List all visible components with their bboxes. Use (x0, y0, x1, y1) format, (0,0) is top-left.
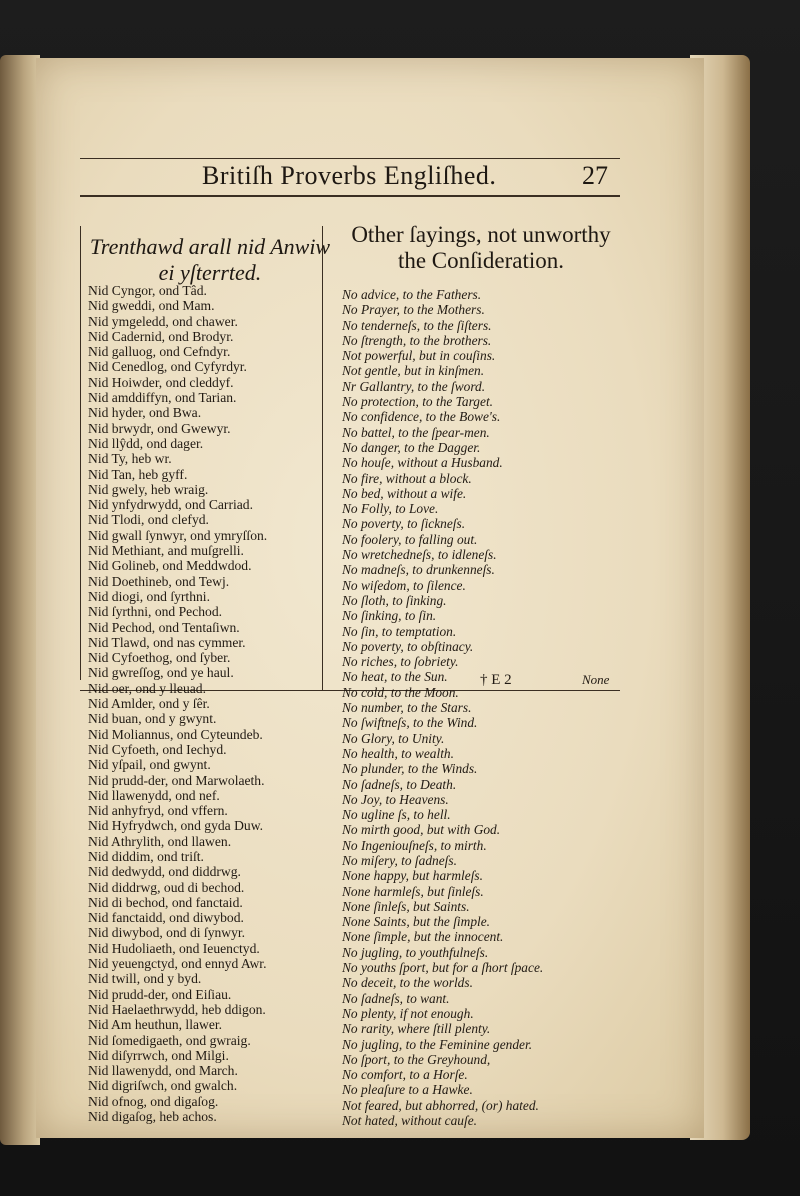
welsh-proverb: Nid Amlder, ond y ſêr. (88, 696, 210, 712)
welsh-proverb: Nid gweddi, ond Mam. (88, 298, 215, 314)
english-proverb: No mirth good, but with God. (342, 822, 501, 838)
english-proverb: None ſimple, but the innocent. (342, 929, 504, 945)
welsh-proverb: Nid di bechod, ond fanctaid. (88, 894, 243, 910)
english-proverb: No plunder, to the Winds. (342, 761, 478, 777)
english-proverb: No miſery, to ſadneſs. (342, 852, 457, 868)
welsh-proverb: Nid Tlodi, ond clefyd. (88, 512, 209, 528)
welsh-column-heading: Trenthawd arall nid Anwiw ei yſterrted. (89, 234, 331, 285)
welsh-proverb: Nid Methiant, and muſgrelli. (88, 543, 244, 559)
left-column-rule (80, 226, 81, 680)
welsh-proverb: Nid digriſwch, ond gwalch. (88, 1078, 238, 1094)
english-proverb: No ſwiftneſs, to the Wind. (342, 715, 478, 731)
english-column-heading: Other ſayings, not unworthy the Conſideration. (351, 222, 611, 273)
center-column-rule (322, 226, 323, 691)
english-proverb: Not gentle, but in kinſmen. (342, 363, 485, 379)
welsh-proverb: Nid prudd-der, ond Eiſiau. (88, 986, 232, 1002)
english-proverb: No ſport, to the Greyhound, (342, 1051, 491, 1067)
welsh-proverb: Nid buan, ond y gwynt. (88, 711, 217, 727)
welsh-proverb: Nid diwybod, ond di ſynwyr. (88, 925, 246, 941)
welsh-proverb: Nid diddrwg, oud di bechod. (88, 879, 245, 895)
english-proverb: No Ingeniouſneſs, to mirth. (342, 837, 487, 853)
english-proverb: No jugling, to youthfulneſs. (342, 944, 489, 960)
welsh-proverb: Nid diddim, ond triſt. (88, 848, 204, 864)
welsh-proverb: Nid Hoiwder, ond cleddyf. (88, 374, 234, 390)
welsh-proverb: Nid Cenedlog, ond Cyfyrdyr. (88, 359, 247, 375)
english-proverb: No rarity, where ſtill plenty. (342, 1021, 491, 1037)
english-proverb: No Folly, to Love. (342, 501, 439, 517)
english-proverb: No houſe, without a Husband. (342, 455, 503, 471)
english-proverb: Nr Gallantry, to the ſword. (342, 378, 486, 394)
english-proverb: No ugline ſs, to hell. (342, 807, 451, 823)
welsh-proverb: Nid Tan, heb gyff. (88, 466, 188, 482)
english-proverb: No advice, to the Fathers. (342, 287, 482, 302)
welsh-proverb: Nid Pechod, ond Tentaſiwn. (88, 619, 240, 635)
english-proverb: None harmleſs, but ſinleſs. (342, 883, 484, 899)
welsh-proverb: Nid ynfydrwydd, ond Carriad. (88, 497, 253, 513)
welsh-proverb: Nid yeuengctyd, ond ennyd Awr. (88, 956, 267, 972)
english-proverb: No youths ſport, but for a ſhort ſpace. (342, 960, 544, 976)
english-proverb: No deceit, to the worlds. (342, 975, 473, 991)
welsh-proverb: Nid Golineb, ond Meddwdod. (88, 558, 252, 574)
running-header (80, 158, 620, 197)
english-proverb: No jugling, to the Feminine gender. (342, 1036, 533, 1052)
welsh-proverb: Nid ofnog, ond digaſog. (88, 1093, 219, 1109)
welsh-proverb: Nid prudd-der, ond Marwolaeth. (88, 772, 265, 788)
english-proverb: No Joy, to Heavens. (342, 791, 449, 807)
page-number: 27 (582, 161, 608, 190)
page-title: Britiſh Proverbs Engliſhed. (202, 161, 497, 190)
welsh-proverb: Nid gwely, heb wraig. (88, 481, 209, 497)
english-proverb: No Prayer, to the Mothers. (342, 302, 485, 318)
english-proverb: None Saints, but the ſimple. (342, 914, 491, 930)
welsh-proverb-list (88, 283, 320, 1124)
english-proverb: No cold, to the Moon. (342, 684, 459, 700)
welsh-proverb: Nid diogi, ond ſyrthni. (88, 588, 210, 604)
english-proverb: No health, to wealth. (342, 745, 454, 761)
welsh-proverb: Nid oer, ond y lleuad. (88, 680, 206, 696)
english-proverb: No ſin, to temptation. (342, 623, 457, 639)
welsh-proverb: Nid Hudoliaeth, ond Ieuenctyd. (88, 940, 260, 956)
welsh-proverb: Nid anhyfryd, ond vffern. (88, 803, 228, 819)
welsh-proverb: Nid twill, ond y byd. (88, 971, 202, 987)
welsh-proverb: Nid Moliannus, ond Cyteundeb. (88, 726, 263, 742)
welsh-proverb: Nid Athrylith, ond llawen. (88, 833, 232, 849)
english-proverb: No bed, without a wife. (342, 485, 467, 501)
welsh-proverb: Nid gwall ſynwyr, ond ymryſſon. (88, 527, 268, 543)
english-proverb: No pleaſure to a Hawke. (342, 1082, 473, 1098)
welsh-proverb: Nid yſpail, ond gwynt. (88, 757, 211, 773)
book-left-edge (0, 55, 40, 1145)
english-proverb: No madneſs, to drunkenneſs. (342, 562, 495, 578)
welsh-proverb: Nid Hyfrydwch, ond gyda Duw. (88, 818, 264, 834)
english-proverb: No battel, to the ſpear-men. (342, 424, 490, 440)
english-proverb: No heat, to the Sun. (342, 669, 448, 685)
english-proverb: None happy, but harmleſs. (342, 868, 483, 884)
english-proverb: None ſinleſs, but Saints. (342, 898, 470, 914)
english-proverb: No comfort, to a Horſe. (342, 1067, 468, 1083)
welsh-proverb: Nid ſyrthni, ond Pechod. (88, 604, 223, 620)
english-proverb: No poverty, to obſtinacy. (342, 638, 474, 654)
english-proverb: No foolery, to falling out. (342, 531, 478, 547)
welsh-proverb: Nid gwreſſog, ond ye haul. (88, 665, 234, 681)
english-proverb: Not feared, but abhorred, (or) hated. (342, 1097, 539, 1113)
english-proverb: No wretchedneſs, to idleneſs. (342, 547, 497, 563)
welsh-proverb: Nid Haelaethrwydd, heb ddigon. (88, 1001, 266, 1017)
english-proverb: No plenty, if not enough. (342, 1005, 474, 1021)
english-proverb: No wiſedom, to ſilence. (342, 577, 466, 593)
welsh-proverb: Nid Cyngor, ond Tâd. (88, 283, 207, 298)
english-proverb: No protection, to the Target. (342, 394, 494, 410)
welsh-proverb: Nid llŷdd, ond dager. (88, 435, 204, 451)
english-proverb: No Glory, to Unity. (342, 730, 445, 746)
english-proverb: No fire, without a block. (342, 470, 472, 486)
welsh-proverb: Nid amddiffyn, ond Tarian. (88, 390, 237, 406)
signature-mark: † E 2 (480, 672, 512, 688)
english-proverb: No poverty, to ſickneſs. (342, 516, 466, 532)
welsh-proverb: Nid Doethineb, ond Tewj. (88, 573, 230, 589)
welsh-proverb: Nid hyder, ond Bwa. (88, 405, 202, 421)
welsh-proverb: Nid diſyrrwch, ond Milgi. (88, 1047, 229, 1063)
english-proverb: No ſinking, to ſin. (342, 608, 437, 624)
welsh-proverb: Nid ſomedigaeth, ond gwraig. (88, 1032, 251, 1048)
welsh-proverb: Nid Am heuthun, llawer. (88, 1017, 223, 1033)
welsh-proverb: Nid brwydr, ond Gwewyr. (88, 420, 231, 436)
welsh-proverb: Nid Cyfoeth, ond Iechyd. (88, 741, 227, 757)
english-proverb: No number, to the Stars. (342, 700, 472, 716)
welsh-proverb: Nid Cyfoethog, ond ſyber. (88, 650, 231, 666)
welsh-proverb: Nid llawenydd, ond nef. (88, 787, 220, 803)
english-proverb: No ſtrength, to the brothers. (342, 332, 492, 348)
english-proverb: No ſadneſs, to Death. (342, 776, 457, 792)
welsh-proverb: Nid ymgeledd, ond chawer. (88, 313, 238, 329)
welsh-proverb: Nid llawenydd, ond March. (88, 1063, 238, 1079)
welsh-proverb: Nid digaſog, heb achos. (88, 1109, 217, 1125)
english-proverb: Not hated, without cauſe. (342, 1113, 478, 1129)
english-proverb-list (342, 287, 622, 1128)
welsh-proverb: Nid Cadernid, ond Brodyr. (88, 328, 234, 344)
english-proverb: Not powerful, but in couſins. (342, 348, 496, 364)
english-proverb: No tenderneſs, to the ſiſters. (342, 317, 492, 333)
welsh-proverb: Nid galluog, ond Cefndyr. (88, 344, 231, 360)
english-proverb: No riches, to ſobriety. (342, 654, 459, 670)
english-proverb: No danger, to the Dagger. (342, 439, 481, 455)
welsh-proverb: Nid fanctaidd, ond diwybod. (88, 910, 244, 926)
welsh-proverb: Nid Tlawd, ond nas cymmer. (88, 634, 246, 650)
english-proverb: No ſadneſs, to want. (342, 990, 450, 1006)
welsh-proverb: Nid Ty, heb wr. (88, 451, 172, 467)
catchword: None (582, 672, 610, 687)
english-proverb: No confidence, to the Bowe's. (342, 409, 501, 425)
english-proverb: No ſloth, to ſinking. (342, 592, 447, 608)
welsh-proverb: Nid dedwydd, ond diddrwg. (88, 864, 241, 880)
